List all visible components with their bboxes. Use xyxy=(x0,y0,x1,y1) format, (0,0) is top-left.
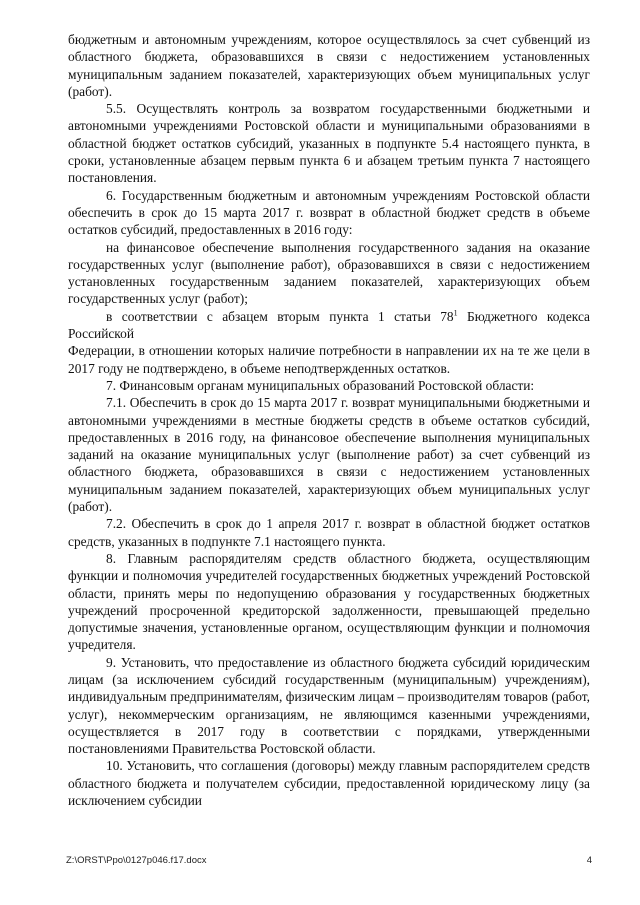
file-path: Z:\ORST\Ppo\0127p046.f17.docx xyxy=(66,855,207,866)
article-78-superscript: 1 xyxy=(453,308,458,318)
paragraph-9: 9. Установить, что предоставление из областного бюджета субсидий юридическим лицам (за исключением субсидий государственным (муниципальным) учреждениям), индивидуальным предпринимателям, физическим лицам – производителям товаров (работ, услуг), некоммерческим организациям, не являющимся казенными учреждениями, осуществляется в 2017 году в соответствии с порядками, утвержденными постановлениями Правительства Ростовской области. xyxy=(68,654,590,757)
document-body xyxy=(68,31,590,809)
paragraph-7: 7. Финансовым органам муниципальных образований Ростовской области: xyxy=(106,377,535,393)
budget-code-text: Бюджетного кодекса Российской xyxy=(68,308,590,342)
paragraph-7-1: 7.1. Обеспечить в срок до 15 марта 2017 г. возврат муниципальными бюджетными и автономными учреждениями в местные бюджеты средств в объеме остатков субсидий, предоставленных в 2016 году, на финансовое обеспечение выполнения муниципальных заданий на оказание муниципальных услуг (выполнение работ) за счет субвенций из областного бюджета, образовавшихся в связи с недостижением установленных муниципальным заданием показателей, характеризующих объем муниципальных услуг (работ). xyxy=(68,395,590,515)
paragraph-continuation: бюджетным и автономным учреждениям, которое осуществлялось за счет субвенций из областного бюджета, образовавшихся в связи с недостижением установленных муниципальным заданием показателей, характеризующих объем муниципальных услуг (работ). xyxy=(68,32,590,99)
paragraph-6-item-2-start xyxy=(68,308,590,343)
paragraph-6-item-1: на финансовое обеспечение выполнения государственного задания на оказание государственных услуг (выполнение работ), образовавшихся в связи с недостижением установленных государственным заданием показателей, характеризующих объем государственных услуг (работ); xyxy=(68,239,590,307)
paragraph-5-5: 5.5. Осуществлять контроль за возвратом государственными бюджетными и автономными учреждениями Ростовской области и муниципальными образованиями в областной бюджет остатков субсидий, указанных в подпункте 5.4 настоящего пункта, в сроки, установленные абзацем первым пункта 6 и абзацем третьим пункта 7 настоящего постановления. xyxy=(68,101,590,186)
page-footer xyxy=(66,855,592,866)
page-number: 4 xyxy=(586,855,592,866)
paragraph-6: 6. Государственным бюджетным и автономным учреждениям Ростовской области обеспечить в срок до 15 марта 2017 г. возврат в областной бюджет средств в объеме остатков субсидий, предоставленных в 2016 году: xyxy=(68,187,590,238)
paragraph-6-item-2-end: Федерации, в отношении которых наличие потребности в направлении их на те же цели в 2017 году не подтверждено, в объеме неподтвержденных остатков. xyxy=(68,343,590,376)
paragraph-10: 10. Установить, что соглашения (договоры) между главным распорядителем средств областного бюджета и получателем субсидии, предоставленной юридическому лицу (за исключением субсидии xyxy=(68,758,590,809)
paragraph-7-2: 7.2. Обеспечить в срок до 1 апреля 2017 г. возврат в областной бюджет остатков средств, указанных в подпункте 7.1 настоящего пункта. xyxy=(68,516,590,549)
article-78-text: в соответствии с абзацем вторым пункта 1 статьи 78 xyxy=(106,308,454,324)
paragraph-8: 8. Главным распорядителям средств областного бюджета, осуществляющим функции и полномочия учредителей государственных бюджетных учреждений Ростовской области, принять меры по недопущению образования у государственных бюджетных учреждений просроченной кредиторской задолженности, превышающей предельно допустимые значения, установленные органом, осуществляющим функции и полномочия учредителя. xyxy=(68,550,590,653)
